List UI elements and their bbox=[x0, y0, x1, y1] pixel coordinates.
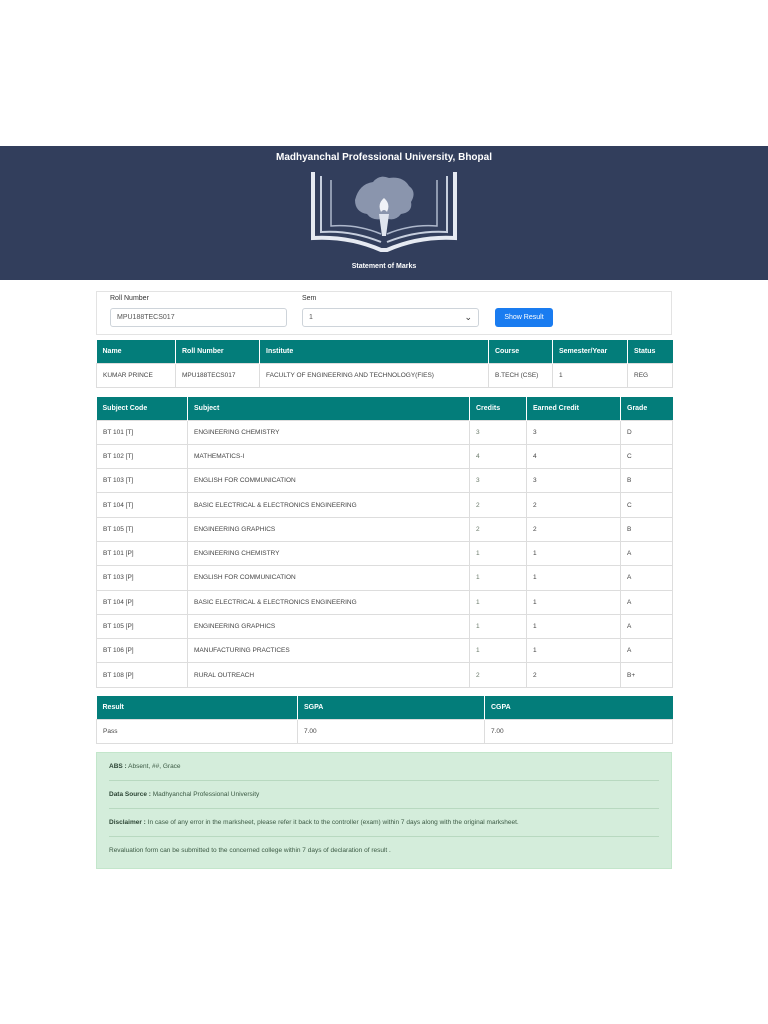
subject-name: RURAL OUTREACH bbox=[188, 663, 470, 687]
subject-earned-credit: 1 bbox=[527, 590, 621, 614]
table-row bbox=[97, 719, 673, 743]
subject-earned-credit: 3 bbox=[527, 420, 621, 444]
table-row bbox=[97, 363, 673, 387]
subject-earned-credit: 4 bbox=[527, 444, 621, 468]
header-subject-code: Subject Code bbox=[97, 397, 188, 420]
subject-credits: 1 bbox=[470, 590, 527, 614]
subject-code: BT 104 [P] bbox=[97, 590, 188, 614]
subject-earned-credit: 1 bbox=[527, 566, 621, 590]
subject-credits: 2 bbox=[470, 493, 527, 517]
subject-code: BT 106 [P] bbox=[97, 639, 188, 663]
subject-grade: D bbox=[621, 420, 673, 444]
subject-earned-credit: 2 bbox=[527, 517, 621, 541]
subject-name: ENGINEERING GRAPHICS bbox=[188, 614, 470, 638]
notes-panel bbox=[96, 752, 672, 869]
subject-code: BT 101 [P] bbox=[97, 541, 188, 565]
chevron-down-icon: ⌄ bbox=[464, 312, 472, 322]
student-info-table bbox=[96, 340, 673, 388]
data-source-text: Madhyanchal Professional University bbox=[152, 791, 260, 798]
data-source-note bbox=[109, 781, 659, 809]
cgpa-value: 7.00 bbox=[485, 719, 673, 743]
header-result: Result bbox=[97, 696, 298, 719]
student-status: REG bbox=[628, 363, 673, 387]
subject-code: BT 105 [T] bbox=[97, 517, 188, 541]
header-name: Name bbox=[97, 340, 176, 363]
table-row bbox=[97, 420, 673, 444]
abs-text: Absent, ##, Grace bbox=[128, 763, 181, 770]
student-name: KUMAR PRINCE bbox=[97, 363, 176, 387]
subject-name: ENGLISH FOR COMMUNICATION bbox=[188, 469, 470, 493]
sem-select[interactable] bbox=[302, 308, 479, 327]
subject-earned-credit: 2 bbox=[527, 493, 621, 517]
subject-earned-credit: 1 bbox=[527, 639, 621, 663]
subject-grade: B+ bbox=[621, 663, 673, 687]
subject-grade: B bbox=[621, 469, 673, 493]
show-result-button[interactable]: Show Result bbox=[495, 308, 553, 327]
page-header bbox=[0, 146, 768, 280]
subject-code: BT 103 [T] bbox=[97, 469, 188, 493]
table-row bbox=[97, 444, 673, 468]
subject-credits: 4 bbox=[470, 444, 527, 468]
subject-grade: B bbox=[621, 517, 673, 541]
subject-name: ENGLISH FOR COMMUNICATION bbox=[188, 566, 470, 590]
student-semester: 1 bbox=[553, 363, 628, 387]
header-cgpa: CGPA bbox=[485, 696, 673, 719]
search-form bbox=[96, 291, 672, 335]
data-source-label: Data Source : bbox=[109, 791, 151, 798]
table-header-row bbox=[97, 397, 673, 420]
subject-credits: 2 bbox=[470, 663, 527, 687]
subject-grade: A bbox=[621, 639, 673, 663]
header-earned-credit: Earned Credit bbox=[527, 397, 621, 420]
header-semester: Semester/Year bbox=[553, 340, 628, 363]
subject-code: BT 103 [P] bbox=[97, 566, 188, 590]
subject-credits: 1 bbox=[470, 541, 527, 565]
university-logo bbox=[309, 170, 459, 252]
subject-grade: A bbox=[621, 614, 673, 638]
subject-name: ENGINEERING GRAPHICS bbox=[188, 517, 470, 541]
header-institute: Institute bbox=[260, 340, 489, 363]
sem-label: Sem bbox=[302, 295, 317, 302]
subject-name: ENGINEERING CHEMISTRY bbox=[188, 541, 470, 565]
header-status: Status bbox=[628, 340, 673, 363]
subject-name: MANUFACTURING PRACTICES bbox=[188, 639, 470, 663]
university-name: Madhyanchal Professional University, Bhopal bbox=[276, 152, 492, 163]
statement-title: Statement of Marks bbox=[351, 263, 417, 270]
roll-number-label: Roll Number bbox=[110, 295, 149, 302]
table-row bbox=[97, 663, 673, 687]
table-row bbox=[97, 639, 673, 663]
subject-earned-credit: 2 bbox=[527, 663, 621, 687]
subject-name: BASIC ELECTRICAL & ELECTRONICS ENGINEERING bbox=[188, 493, 470, 517]
subject-credits: 1 bbox=[470, 614, 527, 638]
subject-credits: 1 bbox=[470, 639, 527, 663]
result-table bbox=[96, 696, 673, 744]
subject-code: BT 104 [T] bbox=[97, 493, 188, 517]
subject-name: MATHEMATICS-I bbox=[188, 444, 470, 468]
student-institute: FACULTY OF ENGINEERING AND TECHNOLOGY(FIES) bbox=[260, 363, 489, 387]
header-credits: Credits bbox=[470, 397, 527, 420]
abs-note bbox=[109, 753, 659, 781]
revaluation-note bbox=[109, 837, 659, 865]
sem-select-value: 1 bbox=[309, 314, 313, 321]
table-row bbox=[97, 566, 673, 590]
subject-code: BT 105 [P] bbox=[97, 614, 188, 638]
subject-grade: A bbox=[621, 541, 673, 565]
subject-grade: C bbox=[621, 444, 673, 468]
subject-earned-credit: 3 bbox=[527, 469, 621, 493]
disclaimer-label: Disclaimer : bbox=[109, 819, 146, 826]
subject-earned-credit: 1 bbox=[527, 614, 621, 638]
revaluation-text: Revaluation form can be submitted to the concerned college within 7 days of declaration of result . bbox=[109, 847, 391, 854]
student-roll-number: MPU188TECS017 bbox=[176, 363, 260, 387]
table-header-row bbox=[97, 340, 673, 363]
table-header-row bbox=[97, 696, 673, 719]
subject-credits: 3 bbox=[470, 420, 527, 444]
subject-credits: 2 bbox=[470, 517, 527, 541]
header-sgpa: SGPA bbox=[298, 696, 485, 719]
subject-credits: 1 bbox=[470, 566, 527, 590]
subject-code: BT 108 [P] bbox=[97, 663, 188, 687]
header-course: Course bbox=[489, 340, 553, 363]
subject-name: BASIC ELECTRICAL & ELECTRONICS ENGINEERING bbox=[188, 590, 470, 614]
subject-grade: A bbox=[621, 566, 673, 590]
table-row bbox=[97, 469, 673, 493]
subject-earned-credit: 1 bbox=[527, 541, 621, 565]
header-roll-number: Roll Number bbox=[176, 340, 260, 363]
subject-code: BT 102 [T] bbox=[97, 444, 188, 468]
subject-name: ENGINEERING CHEMISTRY bbox=[188, 420, 470, 444]
subject-grade: A bbox=[621, 590, 673, 614]
student-course: B.TECH (CSE) bbox=[489, 363, 553, 387]
disclaimer-note bbox=[109, 809, 659, 837]
table-row bbox=[97, 517, 673, 541]
abs-label: ABS : bbox=[109, 763, 127, 770]
subjects-table bbox=[96, 397, 673, 688]
table-row bbox=[97, 614, 673, 638]
table-row bbox=[97, 541, 673, 565]
subject-credits: 3 bbox=[470, 469, 527, 493]
table-row bbox=[97, 493, 673, 517]
header-grade: Grade bbox=[621, 397, 673, 420]
result-value: Pass bbox=[97, 719, 298, 743]
disclaimer-text: In case of any error in the marksheet, please refer it back to the controller (exam) within 7 days along with the original marksheet. bbox=[147, 819, 519, 826]
subject-code: BT 101 [T] bbox=[97, 420, 188, 444]
sgpa-value: 7.00 bbox=[298, 719, 485, 743]
header-subject: Subject bbox=[188, 397, 470, 420]
table-row bbox=[97, 590, 673, 614]
roll-number-input[interactable]: MPU188TECS017 bbox=[110, 308, 287, 327]
subject-grade: C bbox=[621, 493, 673, 517]
